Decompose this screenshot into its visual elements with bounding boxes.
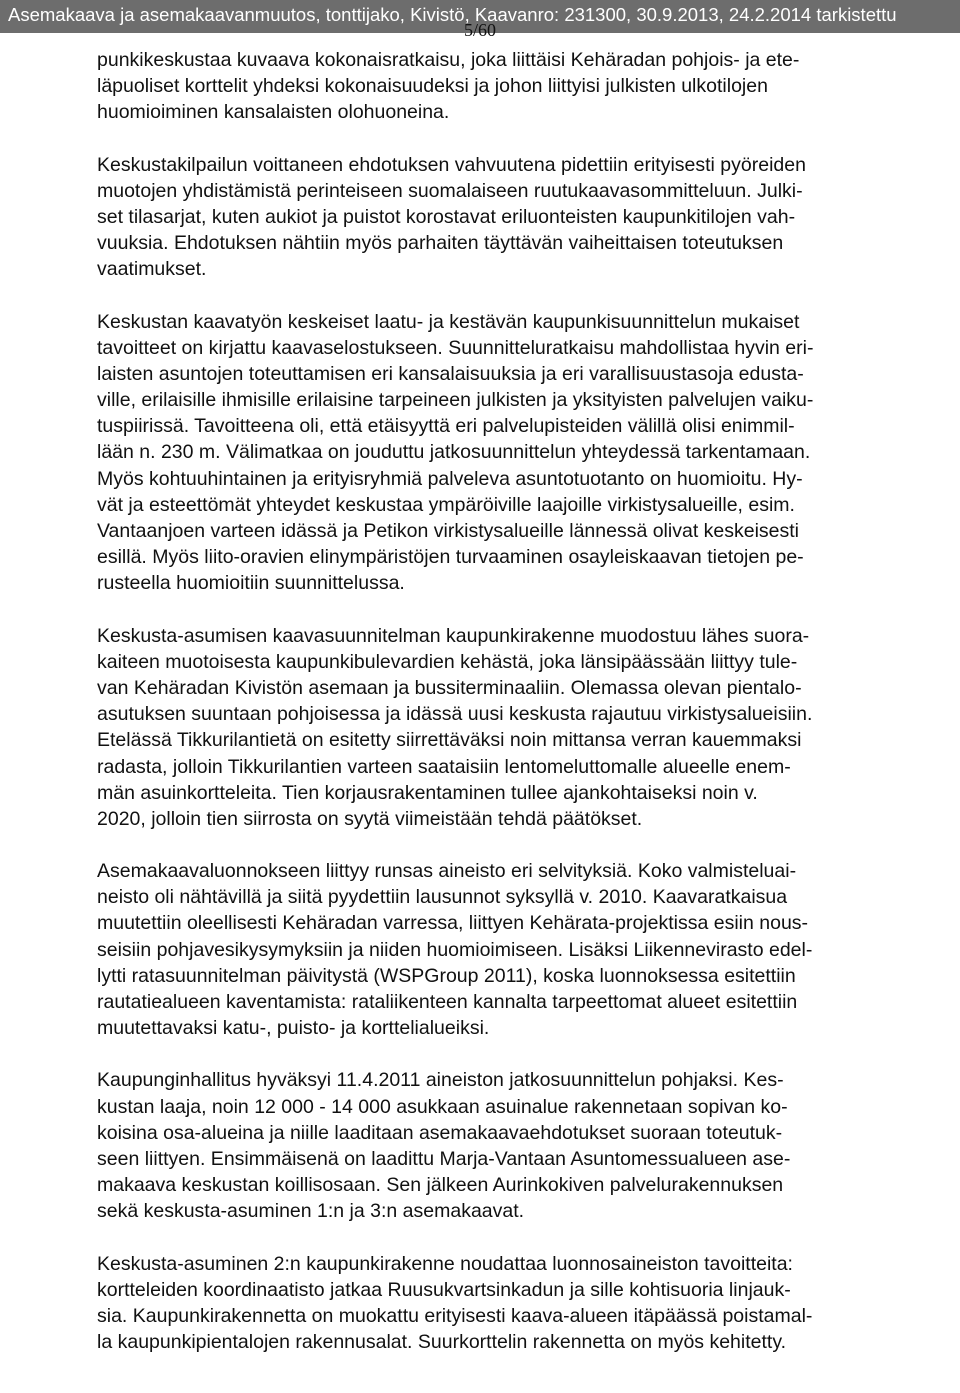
paragraph-line: kaiteen muotoisesta kaupunkibulevardien kehästä, joka länsipäässään liittyy tule- (97, 650, 798, 673)
paragraph-line: neisto oli nähtävillä ja siitä pyydettiin lausunnot syksyllä v. 2010. Kaavaratkaisua (97, 886, 788, 909)
paragraph-line: Asemakaavaluonnokseen liittyy runsas aineisto eri selvityksiä. Koko valmisteluai- (97, 860, 797, 883)
paragraph (97, 858, 947, 1041)
paragraph (97, 47, 947, 126)
paragraph (97, 152, 947, 283)
document-body (97, 47, 947, 1381)
paragraph (97, 309, 947, 597)
paragraph-line: Keskusta-asuminen 2:n kaupunkirakenne noudattaa luonnosaineiston tavoitteita: (97, 1252, 793, 1275)
paragraph-line: koisina osa-alueina ja niille laaditaan asemakaavaehdotukset suoraan toteutuk- (97, 1121, 783, 1144)
paragraph-line: Keskustakilpailun voittaneen ehdotuksen vahvuutena pidettiin erityisesti pyöreiden (97, 153, 806, 176)
paragraph-line: muutettiin oleellisesti Kehäradan varressa, liittyen Kehärata-projektissa esiin nous- (97, 912, 809, 935)
paragraph-line: Myös kohtuuhintainen ja erityisryhmiä palveleva asuntotuotanto on huomioitu. Hy- (97, 467, 803, 490)
paragraph-line: vaatimukset. (97, 258, 207, 281)
paragraph-line: esillä. Myös liito-oravien elinympäristöjen turvaaminen osayleiskaavan tietojen pe- (97, 546, 804, 569)
paragraph-line: läpuoliset korttelit yhdeksi kokonaisuudeksi ja johon liittyisi julkisten ulkotilojen (97, 75, 768, 98)
paragraph-line: huomioiminen kansalaisten olohuoneina. (97, 101, 450, 124)
paragraph-line: sekä keskusta-asuminen 1:n ja 3:n asemakaavat. (97, 1200, 525, 1223)
paragraph-line: vät ja esteettömät yhteydet keskustaa ympäröiville laajoille virkistysalueille, esim. (97, 493, 795, 516)
paragraph-line: ville, erilaisille ihmisille erilaisine tarpeineen julkisten ja yksityisten palvelujen vaiku- (97, 389, 814, 412)
paragraph-line: rautatiealueen kaventamista: rataliikenteen kannalta tarpeettomat alueet esitettiin (97, 991, 798, 1013)
paragraph-line: tuspiirissä. Tavoitteena oli, että etäisyyttä eri palvelupisteiden välillä olisi enimmil- (97, 415, 795, 438)
paragraph-line: makaava keskustan koillisosaan. Sen jälkeen Aurinkokiven palvelurakennuksen (97, 1174, 784, 1197)
paragraph-line: Keskusta-asumisen kaavasuunnitelman kaupunkirakenne muodostuu lähes suora- (97, 624, 810, 647)
paragraph-line: radasta, jolloin Tikkurilantien varteen saataisiin lentomeluttomalle alueelle enem- (97, 755, 791, 778)
page-number: 5/60 (463, 20, 496, 40)
paragraph-line: muutettavaksi katu-, puisto- ja korttelialueiksi. (97, 1017, 490, 1040)
paragraph-line: Vantaanjoen varteen idässä ja Petikon virkistysalueille lännessä olivat keskeisesti (97, 520, 800, 542)
paragraph (97, 1251, 947, 1356)
paragraph-line: Etelässä Tikkurilantietä on esitetty siirrettäväksi noin mittansa verran kauemmaksi (97, 729, 802, 752)
paragraph-line: laisten asuntojen toteuttamisen eri kansalaisuuksia ja eri varallisuustasoja edusta- (97, 362, 804, 385)
paragraph-line: la kaupunkipientalojen rakennusalat. Suurkorttelin rakennetta on myös kehitetty. (97, 1331, 787, 1354)
paragraph-line: muotojen yhdistämistä perinteiseen suomalaiseen ruutukaavasommitteluun. Julki- (97, 179, 803, 202)
header-title: Asemakaava ja asemakaavanmuutos, tonttijako, Kivistö, Kaavanro: 231300, 30.9.2013, 24.2.2014 tarkistettu (8, 4, 897, 25)
paragraph (97, 623, 947, 833)
paragraph (97, 1067, 947, 1224)
paragraph-line: sia. Kaupunkirakennetta on muokattu erityisesti kaava-alueen itäpäässä poistamal- (97, 1304, 813, 1327)
paragraph-line: punkikeskustaa kuvaava kokonaisratkaisu, joka liittäisi Kehäradan pohjois- ja ete- (97, 49, 800, 71)
paragraph-line: kustan laaja, noin 12 000 - 14 000 asukkaan asuinalue rakennetaan sopivan ko- (97, 1095, 788, 1118)
paragraph-line: seen liittyen. Ensimmäisenä on laadittu Marja-Vantaan Asuntomessualueen ase- (97, 1147, 791, 1170)
paragraph-line: 2020, jolloin tien siirrosta on syytä viimeistään tehdä päätökset. (97, 807, 643, 830)
paragraph-line: män asuinkortteleita. Tien korjausrakentaminen tullee ajankohtaiseksi noin v. (97, 781, 758, 804)
paragraph-line: set tilasarjat, kuten aukiot ja puistot korostavat eriluonteisten kaupunkitilojen vah- (97, 205, 796, 228)
paragraph-line: asutuksen suuntaan pohjoisessa ja idässä uusi keskusta rajautuu virkistysalueisiin. (97, 703, 813, 726)
paragraph-line: Keskustan kaavatyön keskeiset laatu- ja kestävän kaupunkisuunnittelun mukaiset (97, 310, 800, 333)
paragraph-line: rusteella huomioitiin suunnittelussa. (97, 572, 405, 595)
paragraph-line: lään n. 230 m. Välimatkaa on jouduttu jatkosuunnittelun yhteydessä tarkentamaan. (97, 441, 811, 464)
paragraph-line: lytti ratasuunnitelman päivitystä (WSPGroup 2011), koska luonnoksessa esitettiin (97, 964, 796, 987)
paragraph-line: kortteleiden koordinaatisto jatkaa Ruusukvartsinkadun ja sille kohtisuoria linjauk- (97, 1278, 791, 1301)
paragraph-line: seisiin pohjavesikysymyksiin ja niiden huomioimiseen. Lisäksi Liikennevirasto edel- (97, 938, 813, 961)
paragraph-line: vuuksia. Ehdotuksen nähtiin myös parhaiten täyttävän vaiheittaisen toteutuksen (97, 232, 784, 255)
paragraph-line: Kaupunginhallitus hyväksyi 11.4.2011 aineiston jatkosuunnittelun pohjaksi. Kes- (97, 1069, 784, 1092)
paragraph-line: tavoitteet on kirjattu kaavaselostukseen. Suunnitteluratkaisu mahdollistaa hyvin eri- (97, 336, 814, 359)
paragraph-line: van Kehäradan Kivistön asemaan ja bussiterminaaliin. Olemassa olevan pientalo- (97, 676, 802, 699)
